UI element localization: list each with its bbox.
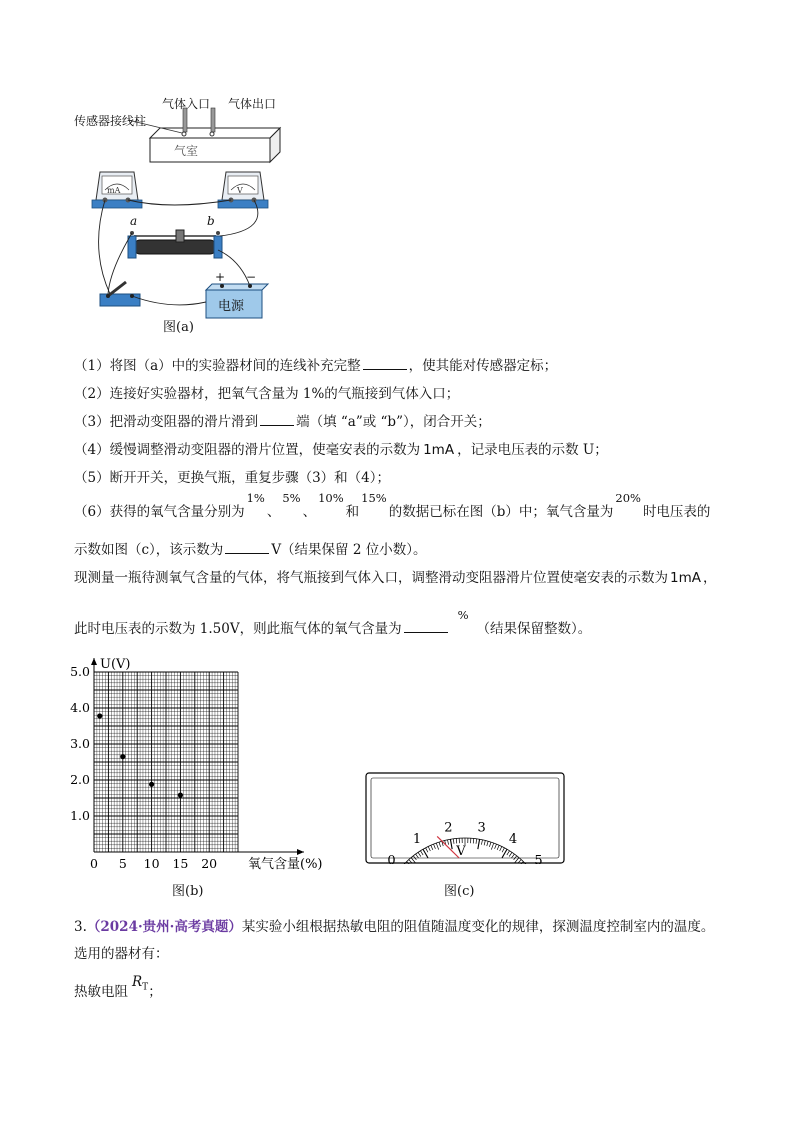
result-line — [74, 608, 592, 638]
step-1-text-a: （1）将图（a）中的实验器材间的连线补充完整 — [74, 358, 361, 374]
label-b: b — [207, 214, 215, 228]
meter-scale-label: 3 — [477, 820, 486, 836]
data-point — [120, 754, 125, 759]
y-tick-label: 5.0 — [70, 664, 90, 679]
answer-blank-8 — [404, 620, 448, 633]
step-6-text-b: 的数据已标在图（b）中；氧气含量为 — [388, 504, 614, 520]
q3-source: （2024·贵州·高考真题） — [86, 919, 242, 935]
figure-b-chart — [60, 650, 350, 900]
q3-line3 — [74, 974, 162, 1007]
gas-chamber — [128, 108, 280, 162]
measure-line — [74, 569, 716, 587]
figure-c-voltmeter — [365, 772, 565, 864]
x-tick-label: 0 — [90, 856, 98, 871]
meter-v-label: V — [237, 186, 243, 195]
step-6-cont — [74, 541, 426, 559]
meter-scale-label: 2 — [444, 820, 453, 836]
y-tick-label: 4.0 — [70, 700, 90, 715]
sep-2: 、 — [302, 504, 317, 520]
step-5: （5）断开开关，更换气瓶，重复步骤（3）和（4）； — [74, 470, 391, 486]
percent-sign: % — [457, 608, 469, 622]
pct-15: 15% — [361, 491, 387, 505]
result-text-b: （结果保留整数）。 — [476, 621, 592, 637]
label-plus: + — [215, 270, 226, 284]
data-point — [178, 793, 183, 798]
step-1 — [74, 357, 557, 375]
x-tick-label: 10 — [143, 856, 160, 871]
x-axis-label: 氧气含量(%) — [248, 857, 323, 872]
x-tick-label: 20 — [201, 856, 218, 871]
figure-b-caption: 图(b) — [172, 884, 204, 899]
meter-scale-label: 0 — [387, 853, 396, 864]
label-gas-outlet: 气体出口 — [228, 97, 277, 111]
label-sensor-terminal: 传感器接线柱 — [74, 114, 147, 128]
rt-sub: T — [142, 982, 149, 993]
y-tick-label: 3.0 — [70, 736, 90, 751]
meter-ma-label: mA — [107, 186, 121, 195]
step-6-text-c: 时电压表的 — [642, 504, 711, 520]
y-tick-label: 1.0 — [70, 808, 90, 823]
figure-c-caption: 图(c) — [444, 884, 475, 899]
step-4-value: 1mA — [423, 442, 455, 458]
answer-blank-3 — [260, 413, 294, 426]
chart-grid — [94, 672, 238, 852]
x-axis-arrow — [297, 849, 304, 855]
label-power: 电源 — [218, 299, 245, 314]
pct-10: 10% — [318, 491, 344, 505]
label-gas-inlet: 气体入口 — [162, 97, 211, 111]
step-6-text-e: V（结果保留 2 位小数）。 — [271, 542, 427, 558]
y-axis-label: U(V) — [100, 657, 131, 672]
figure-a-caption: 图(a) — [163, 320, 194, 335]
x-tick-label: 15 — [172, 856, 189, 871]
and-word: 和 — [345, 504, 360, 520]
step-3-text-a: （3）把滑动变阻器的滑片滑到 — [74, 414, 259, 430]
step-6-text-d: 示数如图（c），该示数为 — [74, 542, 224, 558]
measure-sep: ， — [702, 570, 717, 586]
q3-number: 3. — [74, 919, 87, 935]
pct-5: 5% — [282, 491, 301, 505]
switch — [100, 282, 140, 306]
step-4-text-a: （4）缓慢调整滑动变阻器的滑片位置，使毫安表的示数为 — [74, 442, 421, 458]
y-tick-label: 2.0 — [70, 772, 90, 787]
answer-blank-1 — [363, 357, 407, 370]
step-1-text-b: ，使其能对传感器定标； — [408, 358, 558, 374]
step-2: （2）连接好实验器材，把氧气含量为 1%的气瓶接到气体入口； — [74, 386, 460, 402]
data-point — [97, 713, 102, 718]
step-6 — [74, 491, 711, 521]
pct-1: 1% — [246, 491, 265, 505]
meter-scale-label: 4 — [508, 831, 518, 847]
step-6-text-a: （6）获得的氧气含量分别为 — [74, 504, 245, 520]
data-point — [149, 782, 154, 787]
q3-line2: 选用的器材有： — [74, 946, 169, 962]
meter-unit-label: V — [456, 844, 466, 859]
measure-text: 现测量一瓶待测氧气含量的气体，将气瓶接到气体入口，调整滑动变阻器滑片位置使毫安表的示数为 — [74, 570, 668, 586]
rt-main: R — [132, 974, 143, 990]
voltmeter — [218, 172, 268, 208]
label-gas-chamber: 气室 — [174, 144, 199, 158]
sep-1: 、 — [266, 504, 281, 520]
sliding-rheostat — [128, 230, 222, 258]
x-tick-label: 5 — [118, 856, 127, 871]
result-text-a: 此时电压表的示数为 1.50V，则此瓶气体的氧气含量为 — [74, 621, 402, 637]
step-4-text-b: ，记录电压表的示数 U； — [457, 442, 608, 458]
step-3-text-b: 端（填 “a”或 “b”），闭合开关； — [296, 414, 491, 430]
q3-header — [74, 918, 714, 936]
step-4 — [74, 441, 608, 459]
q3-line3-end: ； — [148, 984, 162, 1000]
y-axis-arrow — [91, 658, 97, 665]
q3-thermistor-label: 热敏电阻 — [74, 984, 128, 1000]
label-minus: − — [246, 270, 257, 284]
meter-scale-label: 5 — [534, 853, 543, 864]
pct-20: 20% — [615, 491, 641, 505]
step-3 — [74, 413, 491, 431]
meter-scale-label: 1 — [412, 831, 422, 847]
answer-blank-6 — [225, 541, 269, 554]
q3-text: 某实验小组根据热敏电阻的阻值随温度变化的规律，探测温度控制室内的温度。 — [241, 919, 715, 935]
measure-value: 1mA — [670, 570, 701, 586]
rt-symbol — [132, 974, 149, 993]
label-a: a — [130, 214, 138, 228]
